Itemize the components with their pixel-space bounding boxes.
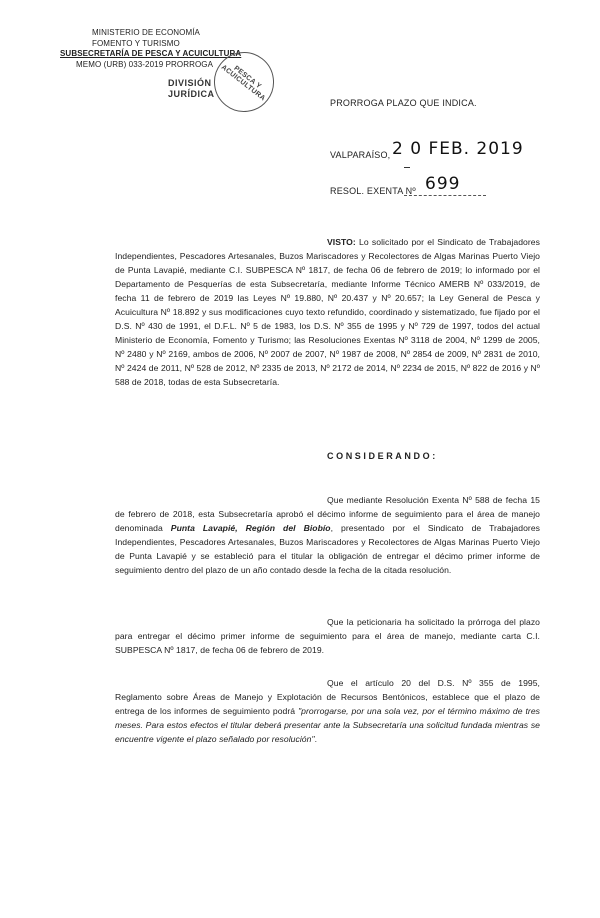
stamp-line-2: JURÍDICA <box>168 89 215 99</box>
visto-paragraph <box>115 235 540 389</box>
memo-reference: MEMO (URB) 033-2019 PRORROGA <box>76 59 214 69</box>
considerando-heading: CONSIDERANDO: <box>327 451 438 461</box>
considerando-paragraph-3 <box>115 676 540 746</box>
p3-text-b: . <box>314 734 318 744</box>
subsecretaria-name: SUBSECRETARÍA DE PESCA Y ACUICULTURA <box>60 49 242 58</box>
stamp-line-1: DIVISIÓN <box>168 78 212 88</box>
ministry-name: MINISTERIO DE ECONOMÍA <box>92 28 200 37</box>
p1-text-b: , presentado por el Sindicato de Trabajadores Independientes, Pescadores Artesanales, Buzos Mariscadores y Recolectores de Algas Marinas Puerto Viejo de Punta Lavapié y se estableció para el titular la obligación de entregar el décimo primer informe de seguimiento dentro del plazo de un año contado desde la fecha de la citada resolución. <box>115 523 540 575</box>
resol-label: RESOL. EXENTA Nº <box>330 186 416 196</box>
p3-text-a: Que el artículo 20 del D.S. Nº 355 de 1995, Reglamento sobre Áreas de Manejo y Explotación de Recursos Bentónicos, establece que el plazo de entrega de los informes de seguimiento podrá <box>115 678 540 716</box>
subject-line: PRORROGA PLAZO QUE INDICA. <box>330 98 477 108</box>
resol-number: 699 <box>425 174 461 194</box>
seal-text: PESCA Y ACUICULTURA <box>219 63 267 103</box>
ministry-name-2: FOMENTO Y TURISMO <box>92 38 180 48</box>
considerando-paragraph-1 <box>115 493 540 577</box>
place-label: VALPARAÍSO, <box>330 150 391 160</box>
considerando-paragraph-2: Que la peticionaria ha solicitado la prórroga del plazo para entregar el décimo primer informe de seguimiento para el área de manejo, mediante carta C.I. SUBPESCA Nº 1817, de fecha 06 de febrero de 2019. <box>115 617 540 655</box>
date-dash <box>404 167 410 168</box>
visto-text: Lo solicitado por el Sindicato de Trabajadores Independientes, Pescadores Artesanales, Buzos Mariscadores y Recolectores de Algas Marinas Puerto Viejo de Punta Lavapié, mediante C.I. SUBPESCA Nº 1817, de fecha 06 de febrero de 2019; lo informado por el Departamento de Pesquerías de esta Subsecretaría, mediante Informe Técnico AMERB Nº 033/2019, de fecha 11 de febrero de 2019 las Leyes Nº 19.880, Nº 20.437 y Nº 20.657; la Ley General de Pesca y Acuicultura Nº 18.892 y sus modificaciones cuyo texto refundido, coordinado y sistematizado, fue fijado por el D.S. Nº 430 de 1991, el D.F.L. Nº 5 de 1983, los D.S. Nº 355 de 1995 y Nº 729 de 1997, todos del actual Ministerio de Economía, Fomento y Turismo; las Resoluciones Exentas Nº 3118 de 2004, Nº 1299 de 2005, Nº 2480 y Nº 2169, ambos de 2006, Nº 2007 de 2007, Nº 1987 de 2008, Nº 2854 de 2009, Nº 2831 de 2010, Nº 2424 de 2011, Nº 528 de 2012, Nº 2335 de 2013, Nº 2172 de 2014, Nº 2234 de 2015, Nº 822 de 2016 y Nº 588 de 2018, todas de esta Subsecretaría. <box>115 237 540 387</box>
p3-quote: "prorrogarse, por una sola vez, por el término máximo de tres meses. Para estos efectos el titular deberá presentar ante la Subsecretaría una solicitud fundada mientras se encuentre vigente el plazo señalado por resolución" <box>115 706 540 744</box>
resol-number-line <box>404 195 486 196</box>
area-name: Punta Lavapié, Región del Biobío <box>170 523 331 533</box>
p1-text-a: Que mediante Resolución Exenta Nº 588 de fecha 15 de febrero de 2018, esta Subsecretaría aprobó el décimo informe de seguimiento para el área de manejo denominada <box>115 495 540 533</box>
handwritten-date: 2 0 FEB. 2019 <box>392 139 524 159</box>
division-juridica-stamp <box>168 78 216 120</box>
visto-label: VISTO: <box>327 237 356 247</box>
